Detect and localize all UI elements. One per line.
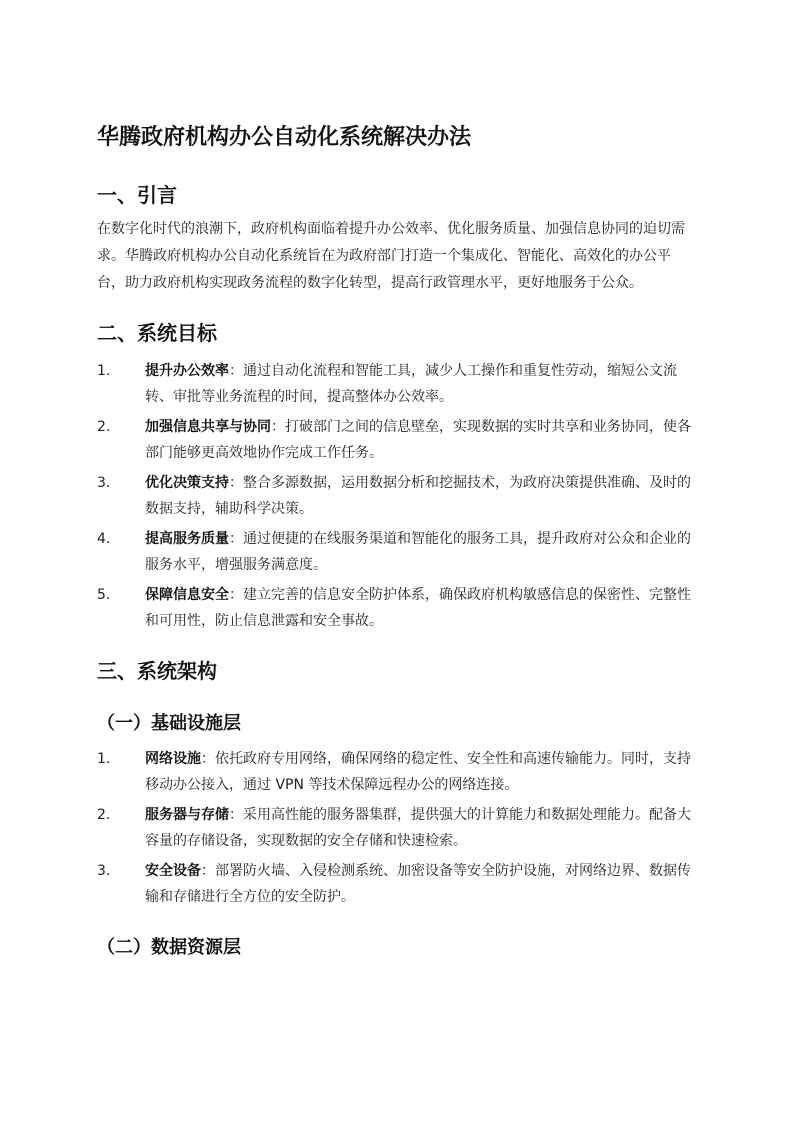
list-item-text: 依托政府专用网络，确保网络的稳定性、安全性和高速传输能力。同时，支持移动办公接入，通过 VPN 等技术保障远程办公的网络连接。 xyxy=(145,751,691,793)
list-item-label: 网络设施 xyxy=(145,751,201,767)
list-item-text: 采用高性能的服务器集群，提供强大的计算能力和数据处理能力。配备大容量的存储设备，实现数据的安全存储和快速检索。 xyxy=(145,807,691,849)
list-item-separator: ： xyxy=(201,863,215,879)
system-goals-list xyxy=(97,358,698,634)
list-item xyxy=(97,802,698,854)
list-item-separator: ： xyxy=(201,751,215,767)
list-item xyxy=(97,746,698,798)
list-item-separator: ： xyxy=(229,807,243,823)
list-item-number: 1. xyxy=(97,751,111,767)
infrastructure-list xyxy=(97,746,698,910)
list-item-number: 4. xyxy=(97,531,111,547)
list-item-number: 1. xyxy=(97,363,111,379)
list-item-text: 打破部门之间的信息壁垒，实现数据的实时共享和业务协同，使各部门能够更高效地协作完成工作任务。 xyxy=(145,419,691,461)
subsection-heading-data-resources: （二）数据资源层 xyxy=(97,937,241,958)
list-item xyxy=(97,470,698,522)
section-heading-introduction: 一、引言 xyxy=(97,183,177,207)
list-item-label: 保障信息安全 xyxy=(145,587,229,603)
list-item-number: 3. xyxy=(97,863,111,879)
list-item-text: 整合多源数据，运用数据分析和挖掘技术，为政府决策提供准确、及时的数据支持，辅助科学决策。 xyxy=(145,475,691,517)
list-item-text: 建立完善的信息安全防护体系，确保政府机构敏感信息的保密性、完整性和可用性，防止信息泄露和安全事故。 xyxy=(145,587,691,629)
list-item xyxy=(97,526,698,578)
list-item-label: 加强信息共享与协同 xyxy=(145,419,271,435)
list-item-number: 2. xyxy=(97,807,111,823)
list-item-text: 通过便捷的在线服务渠道和智能化的服务工具，提升政府对公众和企业的服务水平，增强服务满意度。 xyxy=(145,531,691,573)
list-item-number: 2. xyxy=(97,419,111,435)
list-item-separator: ： xyxy=(229,475,243,491)
list-item-separator: ： xyxy=(229,587,243,603)
list-item xyxy=(97,414,698,466)
section-heading-system-goals: 二、系统目标 xyxy=(97,321,217,345)
list-item-separator: ： xyxy=(229,363,243,379)
list-item xyxy=(97,358,698,410)
list-item-label: 提升办公效率 xyxy=(145,363,229,379)
list-item-text: 部署防火墙、入侵检测系统、加密设备等安全防护设施，对网络边界、数据传输和存储进行全方位的安全防护。 xyxy=(145,863,691,905)
list-item-label: 提高服务质量 xyxy=(145,531,229,547)
subsection-heading-infrastructure: （一）基础设施层 xyxy=(97,713,241,734)
list-item xyxy=(97,582,698,634)
document-title: 华腾政府机构办公自动化系统解决办法 xyxy=(97,125,472,150)
list-item xyxy=(97,858,698,910)
list-item-text: 通过自动化流程和智能工具，减少人工操作和重复性劳动，缩短公文流转、审批等业务流程的时间，提高整体办公效率。 xyxy=(145,363,677,405)
list-item-label: 服务器与存储 xyxy=(145,807,229,823)
list-item-number: 5. xyxy=(97,587,111,603)
introduction-paragraph: 在数字化时代的浪潮下，政府机构面临着提升办公效率、优化服务质量、加强信息协同的迫切需求。华腾政府机构办公自动化系统旨在为政府部门打造一个集成化、智能化、高效化的办公平台，助力政府机构实现政务流程的数字化转型，提高行政管理水平，更好地服务于公众。 xyxy=(97,221,685,291)
list-item-label: 安全设备 xyxy=(145,863,201,879)
section-heading-system-architecture: 三、系统架构 xyxy=(97,659,217,683)
list-item-separator: ： xyxy=(271,419,285,435)
list-item-separator: ： xyxy=(229,531,243,547)
list-item-number: 3. xyxy=(97,475,111,491)
list-item-label: 优化决策支持 xyxy=(145,475,229,491)
